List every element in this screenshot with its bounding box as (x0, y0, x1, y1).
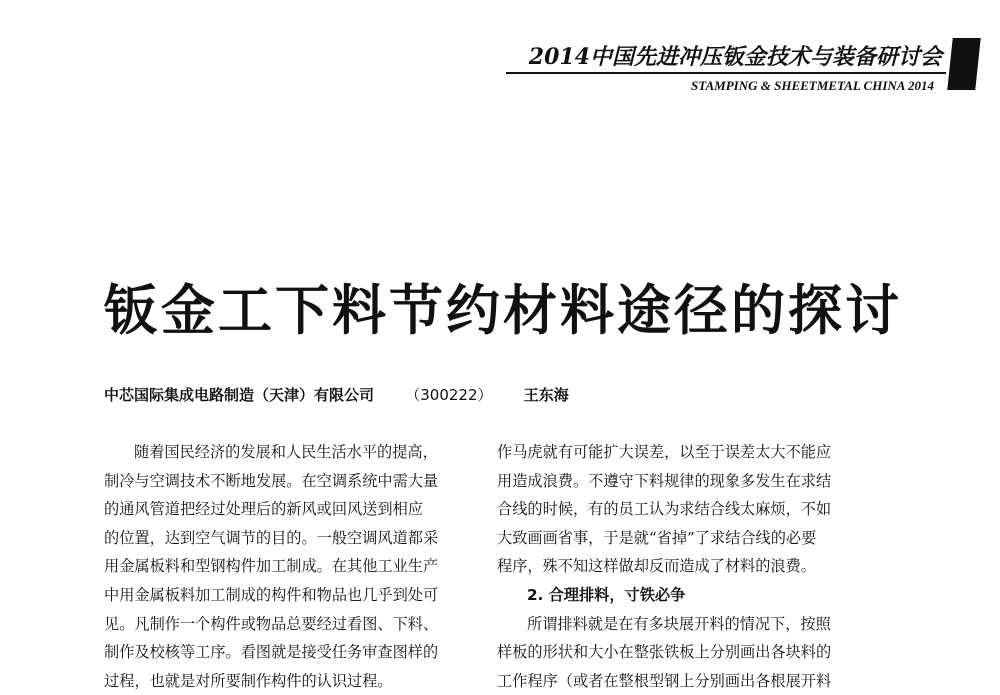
body-line: 合线的时候，有的员工认为求结合线太麻烦，不如 (497, 500, 832, 519)
body-line: 样板的形状和大小在整张铁板上分别画出各块料的 (497, 643, 832, 662)
body-line: 见。凡制作一个构件或物品总要经过看图、下料、 (104, 614, 439, 633)
header-rule (506, 72, 946, 74)
body-line: 过程，也就是对所要制作构件的认识过程。 (104, 671, 393, 690)
body-line: 工作程序（或者在整根型钢上分别画出各根展开料 (497, 671, 832, 690)
body-line: 所谓排料就是在有多块展开料的情况下，按照 (527, 614, 831, 633)
body-line: 程序，殊不知这样做却反而造成了材料的浪费。 (497, 557, 816, 576)
body-line: 用金属板料和型钢构件加工制成。在其他工业生产 (104, 557, 439, 576)
author-name: 王东海 (523, 386, 569, 404)
header-tab-marker (947, 38, 980, 90)
body-line: 作马虎就有可能扩大误差，以至于误差太大不能应 (497, 443, 832, 461)
conference-title: 2014中国先进冲压钣金技术与装备研讨会 (528, 44, 942, 70)
affiliation: 中芯国际集成电路制造（天津）有限公司 (104, 386, 375, 404)
body-line: 随着国民经济的发展和人民生活水平的提高， (134, 443, 438, 461)
article-title: 钣金工下料节约材料途径的探讨 (104, 278, 902, 342)
postal-code: （300222） (405, 386, 493, 404)
body-line: 用造成浪费。不遵守下料规律的现象多发生在求结 (497, 471, 832, 490)
right-column (497, 438, 865, 695)
byline (104, 384, 569, 405)
body-line: 大致画画省事，于是就“省掉”了求结合线的必要 (497, 528, 817, 547)
body-line: 中用金属板料加工制成的构件和物品也几乎到处可 (104, 585, 439, 604)
section-heading: 2. 合理排料，寸铁必争 (527, 585, 686, 604)
left-column (104, 438, 466, 695)
body-line: 的位置，达到空气调节的目的。一般空调风道都采 (104, 528, 439, 547)
body-line: 制作及校核等工序。看图就是接受任务审查图样的 (104, 643, 439, 662)
body-line: 制冷与空调技术不断地发展。在空调系统中需大量 (104, 471, 439, 490)
conference-subtitle: STAMPING & SHEETMETAL CHINA 2014 (691, 78, 934, 93)
body-line: 的通风管道把经过处理后的新风或回风送到相应 (104, 500, 423, 519)
running-header (0, 0, 1000, 100)
